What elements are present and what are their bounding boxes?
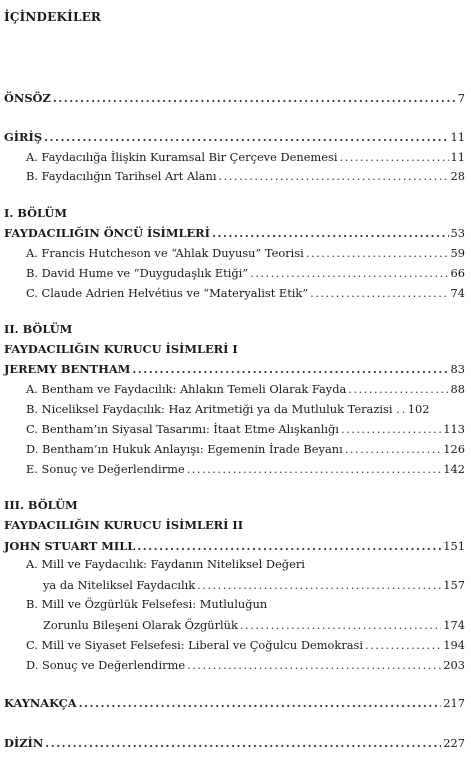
page-number: 11 [450,130,465,144]
dot-leader [137,539,441,553]
page-number: 11 [450,150,465,164]
dot-leader [310,286,448,300]
entry-label: C. Mill ve Siyaset Felsefesi: Liberal ve Çoğulcu Demokrasi [26,638,364,652]
entry-label: B. David Hume ve “Duygudaşlık Etiği” [26,266,249,280]
page-number: 59 [450,246,465,260]
dot-leader [44,130,448,144]
entry-label: E. Sonuç ve Değerlendirme [26,462,185,476]
page-number: 7 [457,91,465,105]
dot-leader [79,696,442,710]
page-number: 88 [450,382,465,396]
entry-label: B. Niceliksel Faydacılık: Haz Aritmetiği ya da Mutluluk Terazisi . [26,402,400,416]
toc-entry[interactable] [26,167,465,183]
dot-leader [365,638,441,652]
entry-label: Zorunlu Bileşeni Olarak Özgürlük [43,618,238,632]
page-number: 217 [443,696,465,710]
page-number: 74 [450,286,465,300]
dot-leader [306,246,449,260]
page-number: 157 [443,578,465,592]
entry-label: C. Claude Adrien Helvétius ve “Materyalist Etik” [26,286,309,300]
page-number: 28 [450,169,465,183]
section-title: FAYDACILIĞIN KURUCU İSİMLERİ II [4,518,244,532]
toc-entry[interactable] [26,656,465,672]
page-number: 102 [407,402,430,416]
toc-entry-kaynakca[interactable] [4,694,465,710]
page-number: 142 [443,462,465,476]
dot-leader [45,736,441,750]
toc-entry[interactable] [26,400,465,416]
page-title: İÇİNDEKİLER [4,10,102,24]
entry-label: GİRİŞ [4,130,43,144]
entry-label: A. Francis Hutcheson ve “Ahlak Duyusu” Teorisi [26,246,304,260]
entry-label: ya da Niteliksel Faydacılık [43,578,196,592]
entry-label: DİZİN [4,736,44,750]
page-number: 174 [443,618,465,632]
entry-label: A. Faydacılığa İlişkin Kuramsal Bir Çerçeve Denemesi [26,150,338,164]
dot-leader [197,578,441,592]
toc-entry[interactable] [26,284,465,300]
section-heading: II. BÖLÜM [4,322,73,336]
section-title: FAYDACILIĞIN KURUCU İSİMLERİ I [4,342,238,356]
page-number: 227 [443,736,465,750]
dot-leader [402,402,406,416]
page-number: 151 [443,539,465,553]
toc-entry-mill[interactable] [4,537,465,553]
entry-label: C. Bentham’ın Siyasal Tasarımı: İtaat Etme Alışkanlığı [26,422,339,436]
entry-label: FAYDACILIĞIN ÖNCÜ İSİMLERİ [4,226,210,240]
entry-label: B. Faydacılığın Tarihsel Art Alanı [26,169,217,183]
toc-entry-dizin[interactable] [4,734,465,750]
entry-label: KAYNAKÇA [4,696,77,710]
entry-label: JEREMY BENTHAM [4,362,131,376]
dot-leader [341,422,441,436]
page-number: 53 [450,226,465,240]
toc-entry[interactable] [26,440,465,456]
dot-leader [187,658,441,672]
entry-label: D. Bentham’ın Hukuk Anlayışı: Egemenin İrade Beyanı [26,442,343,456]
toc-entry[interactable] [43,616,465,632]
page-number: 113 [443,422,465,436]
toc-entry[interactable] [26,264,465,280]
toc-entry[interactable] [26,380,465,396]
toc-entry[interactable] [26,420,465,436]
dot-leader [348,382,448,396]
dot-leader [187,462,442,476]
section-heading: III. BÖLÜM [4,498,78,512]
toc-entry-giris[interactable] [4,128,465,144]
toc-entry-bentham[interactable] [4,360,465,376]
entry-label: D. Sonuç ve Değerlendirme [26,658,186,672]
dot-leader [53,91,456,105]
page-number: 83 [450,362,465,376]
entry-label: JOHN STUART MILL [4,539,136,553]
entry-label-line1: A. Mill ve Faydacılık: Faydanın Niteliksel Değeri [26,557,305,571]
page-number: 194 [443,638,465,652]
dot-leader [240,618,441,632]
toc-entry-bolum1[interactable] [4,224,465,240]
section-heading: I. BÖLÜM [4,206,67,220]
toc-entry[interactable] [26,460,465,476]
entry-label-line1: B. Mill ve Özgürlük Felsefesi: Mutluluğun [26,597,268,611]
dot-leader [339,150,448,164]
dot-leader [132,362,448,376]
dot-leader [250,266,448,280]
dot-leader [212,226,449,240]
toc-entry[interactable] [26,636,465,652]
entry-label: ÖNSÖZ [4,91,51,105]
page-number: 203 [443,658,465,672]
entry-label: A. Bentham ve Faydacılık: Ahlakın Temeli Olarak Fayda [26,382,347,396]
toc-entry-onsoz[interactable] [4,89,465,105]
page-number: 126 [443,442,465,456]
page-number: 66 [450,266,465,280]
dot-leader [345,442,442,456]
toc-entry[interactable] [43,576,465,592]
toc-entry[interactable] [26,148,465,164]
dot-leader [219,169,449,183]
toc-entry[interactable] [26,244,465,260]
